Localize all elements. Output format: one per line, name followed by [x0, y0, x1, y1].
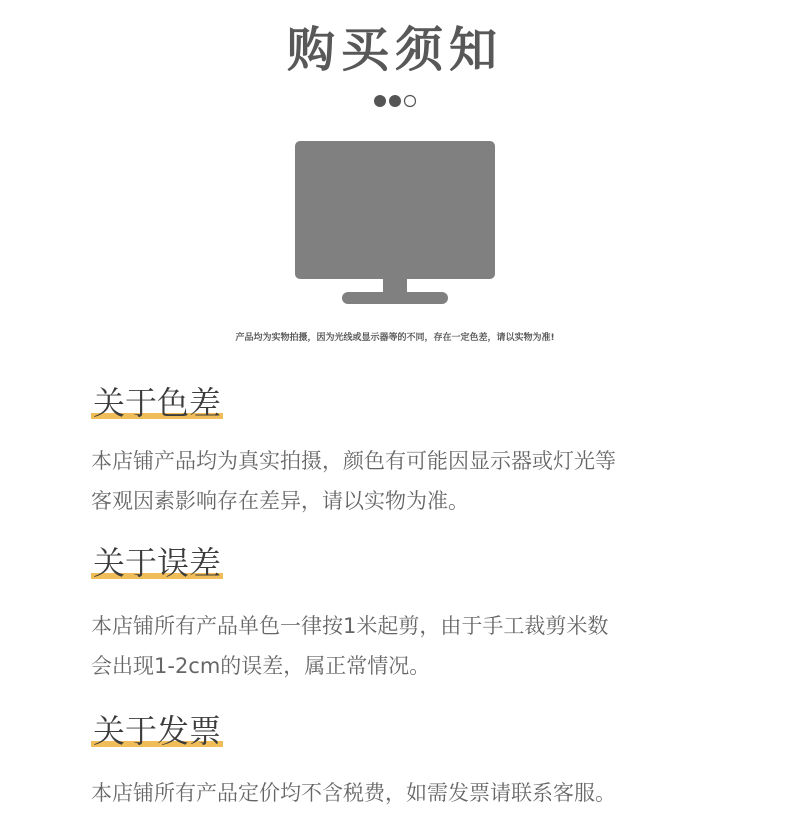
section-body-line: 本店铺所有产品单色一律按1米起剪，由于手工裁剪米数 [91, 614, 609, 638]
page-title: 购买须知 [286, 22, 503, 78]
section-title-invoice: 关于发票 [93, 712, 222, 750]
section-body-measurement-error [91, 606, 751, 686]
section-title-measurement-error: 关于误差 [93, 544, 222, 582]
section-body-line: 客观因素影响存在差异，请以实物为准。 [91, 489, 469, 513]
section-title-color-difference: 关于色差 [93, 384, 222, 422]
monitor-icon [294, 141, 496, 306]
photo-disclaimer-caption: 产品均为实物拍摄，因为光线或显示器等的不同，存在一定色差，请以实物为准! [235, 333, 555, 343]
section-body-line: 本店铺所有产品定价均不含税费，如需发票请联系客服。 [91, 781, 616, 805]
section-body-color-difference [91, 441, 751, 521]
section-body-line: 本店铺产品均为真实拍摄，颜色有可能因显示器或灯光等 [91, 449, 616, 473]
section-body-invoice [91, 773, 751, 813]
section-body-line: 会出现1-2cm的误差，属正常情况。 [91, 654, 431, 678]
dots-indicator-icon [372, 93, 422, 109]
